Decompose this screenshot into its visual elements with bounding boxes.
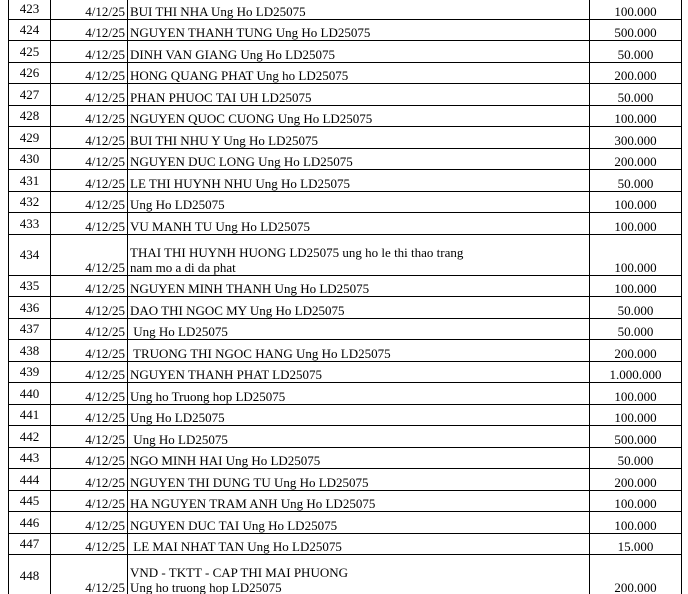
table-row [9,62,682,84]
table-row [9,469,682,491]
row-number-cell: 448 [9,555,51,594]
amount-cell: 500.000 [590,426,682,448]
row-number-cell: 434 [9,234,51,275]
amount-cell: 300.000 [590,127,682,149]
amount-cell: 100.000 [590,512,682,534]
amount-cell: 200.000 [590,469,682,491]
date-cell: 4/12/25 [51,340,128,362]
date-cell: 4/12/25 [51,297,128,319]
table-row [9,41,682,63]
table-row [9,361,682,383]
row-number-cell: 441 [9,404,51,426]
amount-cell: 1.000.000 [590,361,682,383]
date-cell: 4/12/25 [51,490,128,512]
amount-cell: 100.000 [590,234,682,275]
table-row [9,426,682,448]
description-cell: VU MANH TU Ung Ho LD25075 [128,213,590,235]
table-row [9,447,682,469]
donation-table-body [9,0,682,594]
date-cell: 4/12/25 [51,19,128,41]
date-cell: 4/12/25 [51,275,128,297]
description-cell: Ung ho Truong hop LD25075 [128,383,590,405]
description-cell: BUI THI NHA Ung Ho LD25075 [128,0,590,19]
amount-cell: 100.000 [590,105,682,127]
date-cell: 4/12/25 [51,383,128,405]
date-cell: 4/12/25 [51,0,128,19]
description-cell: Ung Ho LD25075 [128,426,590,448]
row-number-cell: 425 [9,41,51,63]
date-cell: 4/12/25 [51,447,128,469]
amount-cell: 200.000 [590,340,682,362]
row-number-cell: 433 [9,213,51,235]
amount-cell: 100.000 [590,0,682,19]
amount-cell: 100.000 [590,490,682,512]
table-row [9,234,682,275]
amount-cell: 50.000 [590,170,682,192]
donation-table [8,0,682,594]
description-cell: THAI THI HUYNH HUONG LD25075 ung ho le thi thao trang nam mo a di da phat [128,234,590,275]
row-number-cell: 429 [9,127,51,149]
date-cell: 4/12/25 [51,533,128,555]
table-row [9,148,682,170]
row-number-cell: 438 [9,340,51,362]
description-cell: DAO THI NGOC MY Ung Ho LD25075 [128,297,590,319]
table-row [9,340,682,362]
table-row [9,213,682,235]
description-cell: VND - TKTT - CAP THI MAI PHUONG Ung ho truong hop LD25075 [128,555,590,594]
table-row [9,297,682,319]
description-cell: NGUYEN DUC TAI Ung Ho LD25075 [128,512,590,534]
row-number-cell: 439 [9,361,51,383]
date-cell: 4/12/25 [51,105,128,127]
date-cell: 4/12/25 [51,62,128,84]
amount-cell: 50.000 [590,318,682,340]
row-number-cell: 442 [9,426,51,448]
row-number-cell: 431 [9,170,51,192]
table-row [9,555,682,594]
description-cell: BUI THI NHU Y Ung Ho LD25075 [128,127,590,149]
description-cell: TRUONG THI NGOC HANG Ung Ho LD25075 [128,340,590,362]
row-number-cell: 427 [9,84,51,106]
table-row [9,105,682,127]
row-number-cell: 432 [9,191,51,213]
amount-cell: 200.000 [590,148,682,170]
description-cell: NGUYEN DUC LONG Ung Ho LD25075 [128,148,590,170]
description-cell: NGUYEN THANH PHAT LD25075 [128,361,590,383]
date-cell: 4/12/25 [51,213,128,235]
table-row [9,533,682,555]
description-cell: Ung Ho LD25075 [128,191,590,213]
description-cell: PHAN PHUOC TAI UH LD25075 [128,84,590,106]
date-cell: 4/12/25 [51,127,128,149]
amount-cell: 50.000 [590,84,682,106]
date-cell: 4/12/25 [51,469,128,491]
description-cell: NGUYEN THI DUNG TU Ung Ho LD25075 [128,469,590,491]
table-row [9,275,682,297]
table-row [9,404,682,426]
amount-cell: 50.000 [590,41,682,63]
description-cell: Ung Ho LD25075 [128,318,590,340]
description-cell: LE THI HUYNH NHU Ung Ho LD25075 [128,170,590,192]
table-row [9,127,682,149]
date-cell: 4/12/25 [51,41,128,63]
row-number-cell: 426 [9,62,51,84]
date-cell: 4/12/25 [51,512,128,534]
description-cell: HA NGUYEN TRAM ANH Ung Ho LD25075 [128,490,590,512]
table-row [9,170,682,192]
date-cell: 4/12/25 [51,404,128,426]
date-cell: 4/12/25 [51,361,128,383]
description-cell: LE MAI NHAT TAN Ung Ho LD25075 [128,533,590,555]
amount-cell: 50.000 [590,297,682,319]
amount-cell: 100.000 [590,191,682,213]
date-cell: 4/12/25 [51,426,128,448]
table-row [9,512,682,534]
row-number-cell: 446 [9,512,51,534]
description-cell: Ung Ho LD25075 [128,404,590,426]
amount-cell: 100.000 [590,275,682,297]
description-cell: HONG QUANG PHAT Ung ho LD25075 [128,62,590,84]
row-number-cell: 447 [9,533,51,555]
amount-cell: 200.000 [590,555,682,594]
description-cell: NGUYEN THANH TUNG Ung Ho LD25075 [128,19,590,41]
amount-cell: 15.000 [590,533,682,555]
table-row [9,84,682,106]
amount-cell: 100.000 [590,383,682,405]
amount-cell: 500.000 [590,19,682,41]
row-number-cell: 428 [9,105,51,127]
amount-cell: 50.000 [590,447,682,469]
date-cell: 4/12/25 [51,170,128,192]
table-row [9,383,682,405]
description-cell: NGUYEN QUOC CUONG Ung Ho LD25075 [128,105,590,127]
description-cell: DINH VAN GIANG Ung Ho LD25075 [128,41,590,63]
row-number-cell: 430 [9,148,51,170]
row-number-cell: 444 [9,469,51,491]
description-cell: NGO MINH HAI Ung Ho LD25075 [128,447,590,469]
date-cell: 4/12/25 [51,318,128,340]
date-cell: 4/12/25 [51,84,128,106]
table-row [9,0,682,19]
description-cell: NGUYEN MINH THANH Ung Ho LD25075 [128,275,590,297]
date-cell: 4/12/25 [51,234,128,275]
row-number-cell: 445 [9,490,51,512]
row-number-cell: 424 [9,19,51,41]
date-cell: 4/12/25 [51,555,128,594]
amount-cell: 100.000 [590,404,682,426]
amount-cell: 100.000 [590,213,682,235]
table-row [9,191,682,213]
table-row [9,318,682,340]
date-cell: 4/12/25 [51,191,128,213]
table-row [9,19,682,41]
row-number-cell: 437 [9,318,51,340]
row-number-cell: 443 [9,447,51,469]
amount-cell: 200.000 [590,62,682,84]
row-number-cell: 423 [9,0,51,19]
row-number-cell: 440 [9,383,51,405]
row-number-cell: 436 [9,297,51,319]
date-cell: 4/12/25 [51,148,128,170]
table-row [9,490,682,512]
row-number-cell: 435 [9,275,51,297]
